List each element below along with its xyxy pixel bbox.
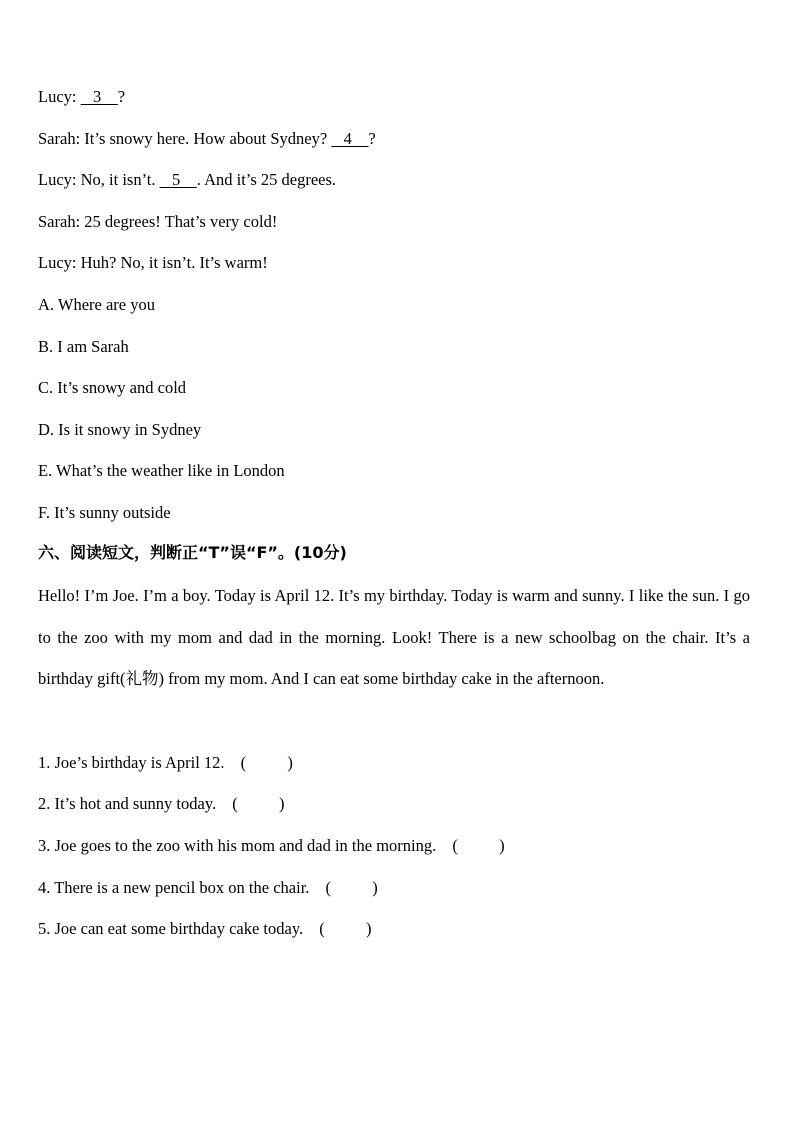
dialogue-line-1 bbox=[38, 87, 125, 107]
dialogue-text: . And it’s 25 degrees. bbox=[196, 170, 337, 189]
option-b: B. I am Sarah bbox=[38, 337, 129, 356]
reading-passage: Hello! I’m Joe. I’m a boy. Today is April 12. It’s my birthday. Today is warm and sunny. I like the sun. I go to the zoo with my mom and dad in the morning. Look! There is a new schoolbag on the chair. It’s a birthday gift(礼物) from my mom. And I can eat some birthday cake in the afternoon. bbox=[38, 586, 750, 688]
answer-parentheses[interactable]: ( ) bbox=[232, 794, 285, 813]
dialogue-text: ? bbox=[368, 129, 376, 148]
dialogue-text: Lucy: No, it isn’t. bbox=[38, 170, 160, 189]
dialogue-text: ? bbox=[117, 87, 126, 106]
answer-blank-3: 3 bbox=[80, 87, 118, 106]
option-d: D. Is it snowy in Sydney bbox=[38, 420, 202, 439]
answer-parentheses[interactable]: ( ) bbox=[325, 878, 378, 897]
answer-parentheses[interactable]: ( ) bbox=[319, 919, 372, 938]
dialogue-line-4 bbox=[38, 212, 277, 232]
question-3 bbox=[38, 836, 505, 856]
question-5 bbox=[38, 919, 372, 939]
question-1 bbox=[38, 753, 293, 773]
option-a: A. Where are you bbox=[38, 295, 155, 314]
answer-parentheses[interactable]: ( ) bbox=[452, 836, 505, 855]
answer-blank-5: 5 bbox=[159, 170, 197, 189]
dialogue-text: Sarah: It’s snowy here. How about Sydney? bbox=[38, 129, 332, 148]
question-4 bbox=[38, 878, 378, 898]
question-text: 4. There is a new pencil box on the chair. bbox=[38, 878, 310, 897]
dialogue-line-3 bbox=[38, 170, 336, 190]
option-e: E. What’s the weather like in London bbox=[38, 461, 285, 480]
dialogue-text: Lucy: Huh? No, it isn’t. It’s warm! bbox=[38, 253, 268, 272]
option-f: F. It’s sunny outside bbox=[38, 503, 171, 522]
dialogue-line-5 bbox=[38, 253, 268, 273]
question-2 bbox=[38, 794, 285, 814]
question-text: 2. It’s hot and sunny today. bbox=[38, 794, 217, 813]
answer-blank-4: 4 bbox=[331, 129, 369, 148]
option-c: C. It’s snowy and cold bbox=[38, 378, 187, 397]
question-text: 1. Joe’s birthday is April 12. bbox=[38, 753, 225, 772]
question-text: 5. Joe can eat some birthday cake today. bbox=[38, 919, 304, 938]
dialogue-text: Sarah: 25 degrees! That’s very cold! bbox=[38, 212, 278, 231]
section-six-heading: 六、阅读短文，判断正“T”误“F”。(10分) bbox=[38, 543, 347, 562]
dialogue-line-2 bbox=[38, 129, 376, 149]
question-text: 3. Joe goes to the zoo with his mom and dad in the morning. bbox=[38, 836, 437, 855]
answer-parentheses[interactable]: ( ) bbox=[240, 753, 293, 772]
dialogue-text: Lucy: bbox=[38, 87, 81, 106]
